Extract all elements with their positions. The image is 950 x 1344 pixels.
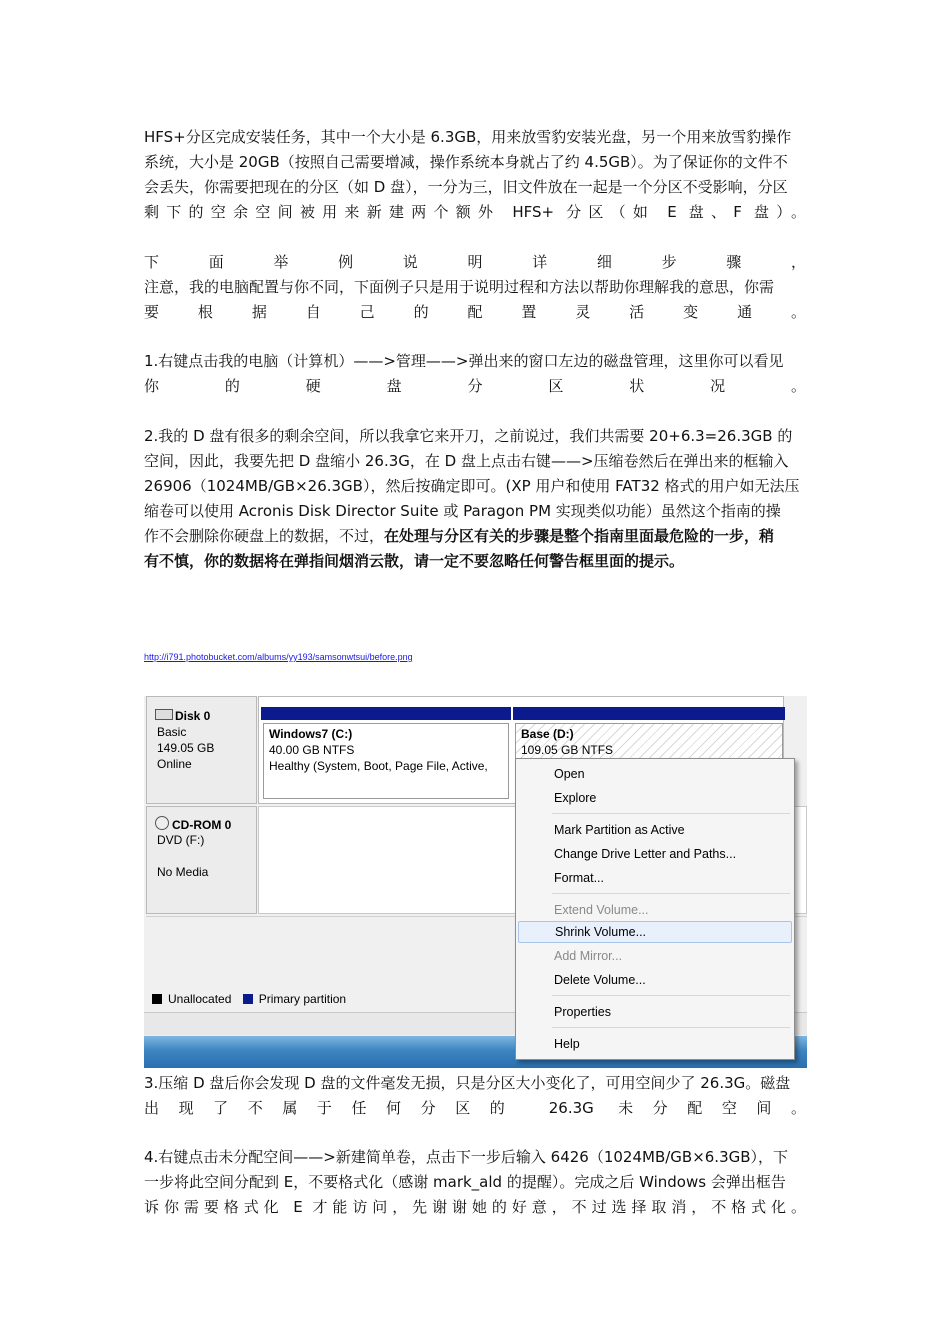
cdrom-0-label: [146, 806, 257, 914]
paragraph-line: HFS+分区完成安装任务，其中一个大小是 6.3GB，用来放雪豹安装光盘，另一个用来放雪豹操作: [144, 128, 792, 146]
paragraph-line: 1.右键点击我的电脑（计算机）——>管理——>弹出来的窗口左边的磁盘管理，这里你可以看见: [144, 352, 784, 370]
menu-separator: [552, 995, 790, 996]
paragraph-line: 一步将此空间分配到 E，不要格式化（感谢 mark_ald 的提醒）。完成之后 Windows 会弹出框告: [144, 1173, 786, 1191]
paragraph-line: 2.我的 D 盘有很多的剩余空间，所以我拿它来开刀，之前说过，我们共需要 20+6.3=26.3GB 的: [144, 427, 793, 445]
cdrom-0-name: CD-ROM 0: [155, 816, 231, 832]
paragraph-line: 注意，我的电脑配置与你不同，下面例子只是用于说明过程和方法以帮助你理解我的意思，你需: [144, 278, 775, 296]
paragraph-5: [144, 1071, 806, 1121]
cdrom-0-media: No Media: [157, 865, 209, 879]
partition-d-bar: [513, 707, 785, 720]
disk-0-name: Disk 0: [155, 709, 210, 723]
paragraph-line: 剩下的空余空间被用来新建两个额外 HFS+ 分区（如 E 盘、F 盘）。: [144, 203, 806, 221]
unallocated-swatch: [152, 994, 162, 1004]
menu-change-letter[interactable]: Change Drive Letter and Paths...: [554, 847, 737, 861]
disk-0-size: 149.05 GB: [157, 741, 215, 755]
paragraph-3: [144, 349, 806, 399]
paragraph-6: [144, 1145, 806, 1220]
warning-text: 在处理与分区有关的步骤是整个指南里面最危险的一步，稍: [384, 527, 775, 545]
hard-disk-icon: [155, 709, 173, 720]
menu-shrink-volume[interactable]: Shrink Volume...: [518, 921, 792, 943]
paragraph-line: 你的硬盘分区状况。: [144, 377, 806, 395]
menu-properties[interactable]: Properties: [554, 1005, 611, 1019]
menu-open[interactable]: Open: [554, 767, 585, 781]
paragraph-line: 会丢失，你需要把现在的分区（如 D 盘），一分为三，旧文件放在一起是一个分区不受影响，分区: [144, 178, 788, 196]
partition-c-body: [263, 723, 509, 799]
warning-text: 有不慎，你的数据将在弹指间烟消云散，请一定不要忽略任何警告框里面的提示。: [144, 552, 685, 570]
paragraph-line: 3.压缩 D 盘后你会发现 D 盘的文件毫发无损，只是分区大小变化了，可用空间少了 26.3G。磁盘: [144, 1074, 791, 1092]
primary-swatch: [243, 994, 253, 1004]
menu-separator: [552, 813, 790, 814]
image-link[interactable]: http://i791.photobucket.com/albums/yy193/samsonwtsui/before.png: [144, 652, 413, 662]
partition-c-name: Windows7 (C:): [269, 727, 353, 741]
menu-delete-volume[interactable]: Delete Volume...: [554, 973, 646, 987]
paragraph-line: 要根据自己的配置灵活变通。: [144, 303, 806, 321]
cdrom-0-type: DVD (F:): [157, 833, 205, 847]
paragraph-line: 空间，因此，我要先把 D 盘缩小 26.3G，在 D 盘上点击右键——>压缩卷然后在弹出来的框输入: [144, 452, 789, 470]
partition-d-name: Base (D:): [521, 727, 574, 741]
cdrom-icon: [155, 816, 169, 830]
paragraph-line: [144, 524, 806, 549]
partition-c[interactable]: [261, 707, 511, 801]
disk-0-type: Basic: [157, 725, 187, 739]
normal-text: 作不会删除你硬盘上的数据，不过，: [144, 527, 385, 545]
menu-extend-volume: Extend Volume...: [554, 903, 649, 917]
paragraph-line: 诉你需要格式化 E 才能访问，先谢谢她的好意，不过选择取消，不格式化。: [144, 1198, 806, 1216]
paragraph-2: [144, 250, 806, 325]
paragraph-line: 缩卷可以使用 Acronis Disk Director Suite 或 Paragon PM 实现类似功能）虽然这个指南的操: [144, 502, 781, 520]
paragraph-line: 系统，大小是 20GB（按照自己需要增减，操作系统本身就占了约 4.5GB）。为了保证你的文件不: [144, 153, 788, 171]
menu-help[interactable]: Help: [554, 1037, 580, 1051]
disk-management-screenshot: [144, 696, 807, 1068]
paragraph-1: [144, 125, 806, 225]
disk-0-label: [146, 696, 257, 804]
paragraph-line: 26906（1024MB/GB×26.3GB），然后按确定即可。(XP 用户和使用 FAT32 格式的用户如无法压: [144, 477, 800, 495]
paragraph-line: 出现了不属于任何分区的 26.3G 未分配空间。: [144, 1099, 806, 1117]
partition-c-size: 40.00 GB NTFS: [269, 743, 355, 757]
menu-explore[interactable]: Explore: [554, 791, 597, 805]
disk-0-status: Online: [157, 757, 192, 771]
paragraph-line: 4.右键点击未分配空间——>新建简单卷，点击下一步后输入 6426（1024MB/GB×6.3GB），下: [144, 1148, 789, 1166]
partition-c-status: Healthy (System, Boot, Page File, Active,: [269, 759, 488, 773]
menu-mark-active[interactable]: Mark Partition as Active: [554, 823, 685, 837]
partition-d-size: 109.05 GB NTFS: [521, 743, 614, 757]
menu-separator: [552, 893, 790, 894]
menu-format[interactable]: Format...: [554, 871, 605, 885]
paragraph-4: [144, 424, 806, 574]
context-menu: [515, 758, 795, 1060]
partition-legend: [152, 992, 346, 1006]
legend-unallocated: Unallocated: [168, 992, 232, 1006]
partition-c-bar: [261, 707, 511, 720]
menu-separator: [552, 1027, 790, 1028]
menu-add-mirror: Add Mirror...: [554, 949, 623, 963]
legend-primary: Primary partition: [258, 992, 347, 1006]
paragraph-line: 下面举例说明详细步骤，: [144, 253, 806, 271]
